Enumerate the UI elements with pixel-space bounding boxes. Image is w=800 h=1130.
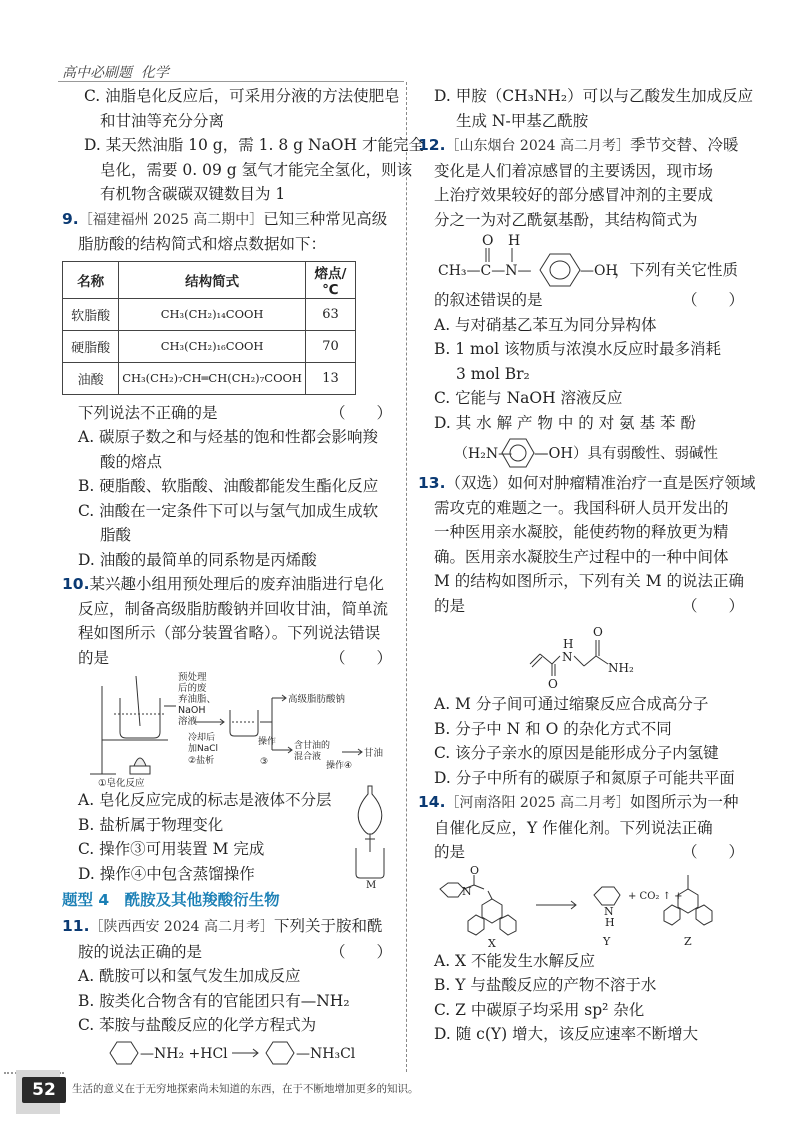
table-cell-formula: CH₃(CH₂)₁₆COOH [119, 330, 306, 362]
q12-stem-part1: 季节交替、冷暖 [630, 136, 739, 154]
table-cell-mp: 63 [305, 298, 355, 330]
q13-stem-line4: 确。医用亲水凝胶生产过程中的一种中间体 [434, 547, 729, 566]
q11-stem-part2: 胺的说法正确的是 [78, 942, 203, 961]
x-fluorene-ring-center [482, 899, 502, 923]
q9-option-c-line1: C. 油酸在一定条件下可以与氢气加成生成软 [78, 501, 379, 520]
q14-option-a: A. X 不能发生水解反应 [434, 951, 596, 970]
q14-stem-part3: 的是 [434, 843, 466, 861]
q13-answer-blank: （ ） [681, 596, 744, 615]
q14-stem-part1: 如图所示为一种 [630, 793, 739, 811]
q9-stem-line1 [62, 207, 396, 233]
q10-stem-line3: 程如图所示（部分装置省略）。下列说法错误 [78, 624, 381, 642]
compound-m-structure [418, 618, 748, 692]
q9-ask-text: 下列说法不正确的是 [78, 403, 218, 422]
table-cell-formula: CH₃(CH₂)₇CH═CH(CH₂)₇COOH [119, 362, 306, 394]
header-rule [58, 81, 404, 82]
q8-option-d-line3: 有机物含碳碳双键数目为 1 [100, 185, 286, 203]
z-fluorene-ring-left [664, 905, 680, 925]
page-header [62, 62, 169, 82]
q10-answer-blank: （ ） [329, 648, 392, 667]
receiving-beaker [356, 848, 384, 878]
label-mix-1: 含甘油的 [294, 741, 331, 751]
header-subject: 化学 [140, 65, 169, 81]
q9-option-a-line2: 酸的熔点 [100, 452, 163, 471]
equation-right-text: —NH₃Cl [296, 1045, 356, 1062]
chain-bond-3 [574, 656, 584, 666]
q13-option-b: B. 分子中 N 和 O 的杂化方式不同 [434, 719, 672, 738]
topic-4-heading: 题型 4 酰胺及其他羧酸衍生物 [62, 891, 280, 909]
label-pretreated-2: 后的废 [178, 683, 207, 694]
q8-option-c-line1: C. 油脂皂化反应后，可采用分液的方法使肥皂 [84, 87, 400, 105]
left-column [62, 84, 424, 1068]
label-op3-1: 操作 [258, 737, 277, 747]
table-header-mp: 熔点/℃ [305, 261, 355, 298]
q13-option-d: D. 分子中所有的碳原子和氮原子可能共平面 [434, 768, 735, 787]
label-cooled-2: 加NaCl [188, 744, 219, 754]
x-ch2-bond [488, 891, 492, 899]
q11-option-a: A. 酰胺可以和氢气发生加成反应 [78, 967, 301, 985]
struct-h-label: H [508, 233, 521, 249]
scheme-plus-co2: + CO₂ ↑ + [628, 890, 683, 902]
aromatic-circle [510, 445, 526, 461]
table-row [63, 362, 356, 394]
x-n-label: N [462, 884, 472, 898]
footer-quote: 生活的意义在于无穷地探索尚未知道的东西，在于不断地增加更多的知识。 [72, 1083, 419, 1095]
q12-ask-text: 的叙述错误的是 [434, 291, 543, 309]
table-cell-name: 软脂酸 [63, 298, 119, 330]
benzene-ring-right [266, 1042, 294, 1064]
q14-number: 14. [418, 793, 446, 811]
q10-stem-line2: 反应，制备高级脂肪酸钠并回收甘油，简单流 [78, 599, 389, 618]
device-m-label: M [366, 880, 377, 891]
label-pretreated-3: 弃油脂、 [178, 694, 217, 705]
table-cell-formula: CH₃(CH₂)₁₄COOH [119, 298, 306, 330]
table-header-name: 名称 [63, 261, 119, 298]
q11-source: ［陕西西安 2024 高二月考］ [89, 919, 274, 935]
vinyl-bond-1 [530, 654, 540, 664]
q14-option-d: D. 随 c(Y) 增大，该反应速率不断增大 [434, 1025, 699, 1043]
q10-option-b: B. 盐析属于物理变化 [78, 815, 224, 834]
q12-stem-line3: 上治疗效果较好的部分感冒冲剂的主要成 [434, 186, 714, 204]
q12-after-struct: ，下列有关它性质 [614, 261, 739, 279]
q9-option-a-line1: A. 碳原子数之和与烃基的饱和性都会影响羧 [78, 428, 379, 446]
q13-stem-line1 [418, 471, 756, 496]
saponification-flow-diagram [76, 670, 384, 789]
label-y: Y [603, 934, 611, 948]
q9-option-b: B. 硬脂酸、软脂酸、油酸都能发生酯化反应 [78, 477, 379, 495]
x-piperidine-ring [440, 883, 464, 897]
funnel-body [358, 786, 382, 834]
q11-option-b: B. 胺类化合物含有的官能团只有—NH₂ [78, 991, 350, 1010]
q14-option-c: C. Z 中碳原子均采用 sp² 杂化 [434, 1000, 645, 1019]
q12-stem-line1 [418, 133, 748, 159]
q9-stem-part1: 已知三种常见高级 [263, 209, 388, 228]
q9-source: ［福建福州 2025 高二期中］ [78, 211, 264, 228]
label-salting: ②盐析 [188, 756, 215, 766]
q13-option-a: A. M 分子间可通过缩聚反应合成高分子 [434, 695, 709, 713]
label-mix-2: 混合液 [294, 752, 322, 762]
q14-stem-line3 [418, 840, 748, 865]
x-ester-bond [474, 885, 484, 889]
q8-option-d-line1: D. 某天然油脂 10 g，需 1. 8 g NaOH 才能完全 [84, 136, 424, 154]
q11-option-c: C. 苯胺与盐酸反应的化学方程式为 [78, 1016, 317, 1034]
x-fluorene-ring-right [500, 915, 516, 935]
table-cell-mp: 13 [305, 362, 355, 394]
label-pretreated-4: NaOH [178, 705, 206, 716]
q11-option-d-line2: 生成 N-甲基乙酰胺 [456, 111, 589, 130]
label-step1: ①皂化反应 [98, 778, 145, 789]
table-cell-name: 硬脂酸 [63, 330, 119, 362]
q9-ask [62, 401, 396, 426]
q13-option-c: C. 该分子亲水的原因是能形成分子内氢键 [434, 744, 719, 762]
label-glycerol: 甘油 [364, 748, 384, 759]
label-x: X [488, 936, 496, 950]
table-header-row [63, 261, 356, 298]
q12-answer-blank: （ ） [681, 291, 744, 309]
label-op4: 操作④ [326, 761, 353, 771]
x-o-label: O [470, 863, 480, 877]
benzene-ring [540, 254, 580, 286]
struct-ch3-chain: CH₃—C—N— [438, 263, 532, 279]
y-h-label: H [605, 915, 615, 929]
q10-options [62, 788, 396, 891]
q9-option-d: D. 油酸的最简单的同系物是丙烯酸 [78, 550, 317, 569]
x-fluorene-ring-left [468, 915, 484, 935]
q14-stem-line2: 自催化反应，Y 作催化剂。下列说法正确 [434, 818, 713, 837]
q13-stem-line5: M 的结构如图所示，下列有关 M 的说法正确 [434, 572, 745, 590]
q14-stem-line1 [418, 790, 748, 816]
column-divider [406, 82, 407, 1072]
page-number: 52 [22, 1077, 66, 1103]
aniline-hcl-equation [96, 1038, 396, 1068]
q12-option-b-line2: 3 mol Br₂ [456, 364, 530, 383]
q12-source: ［山东烟台 2024 高二月考］ [445, 138, 630, 154]
aminophenol-left: （H₂N— [454, 446, 513, 462]
table-row [63, 330, 356, 362]
q10-stem-line4 [62, 646, 396, 671]
q13-number: 13. [418, 474, 446, 492]
aminophenol-structure [418, 435, 748, 471]
table-cell-mp: 70 [305, 330, 355, 362]
vinyl-bond-2 [532, 657, 542, 667]
label-pretreated-5: 溶液 [178, 716, 198, 727]
q9-stem-line2: 脂肪酸的结构简式和熔点数据如下： [78, 235, 327, 253]
struct-o-label: O [482, 233, 494, 249]
salting-beaker [230, 710, 258, 736]
chain-bond-2 [552, 656, 560, 664]
q14-source: ［河南洛阳 2025 高二月考］ [445, 795, 630, 811]
q11-stem-line2 [62, 940, 396, 965]
q14-answer-blank: （ ） [681, 843, 744, 861]
label-product-sodium-salt: 高级脂肪酸钠 [288, 694, 346, 705]
q14-option-b: B. Y 与盐酸反应的产物不溶于水 [434, 976, 657, 994]
table-cell-name: 油酸 [63, 362, 119, 394]
q13-stem-line6 [418, 594, 748, 619]
q11-option-d-line1: D. 甲胺（CH₃NH₂）可以与乙酸发生加成反应 [434, 87, 754, 105]
y-n-label: N [604, 904, 614, 918]
q11-number: 11. [62, 917, 90, 935]
chain-bond-1 [540, 654, 552, 664]
q11-stem-part1: 下列关于胺和酰 [274, 917, 383, 935]
q8-option-d-line2: 皂化，需要 0. 09 g 氢气才能完全氢化，则该 [100, 160, 413, 179]
struct-oh-label: —OH [580, 263, 618, 279]
chain-bond-5 [596, 656, 608, 664]
q13-stem-part6: 的是 [434, 596, 466, 615]
label-op3-2: ③ [260, 757, 269, 767]
q12-option-a: A. 与对硝基乙苯互为同分异构体 [434, 315, 657, 334]
q12-ask [418, 288, 748, 313]
q13-stem-line2: 需攻克的难题之一。我国科研人员开发出的 [434, 498, 729, 517]
q13-stem-line3: 一种医用亲水凝胶，能使药物的释放更为精 [434, 523, 729, 541]
equation-left-text: —NH₂ +HCl [140, 1045, 228, 1062]
q13-stem-part1: （双选）如何对肿瘤精准治疗一直是医疗领域 [445, 474, 756, 492]
m-o1-label: O [548, 677, 558, 691]
m-o2-label: O [593, 625, 603, 639]
q10-option-d: D. 操作④中包含蒸馏操作 [78, 864, 255, 883]
m-nh2-label: NH₂ [608, 661, 634, 675]
q10-stem-part4: 的是 [78, 648, 110, 667]
separatory-funnel-device-m [350, 784, 390, 891]
label-z: Z [684, 934, 692, 948]
z-fluorene-ring-right [696, 905, 712, 925]
autocatalytic-reaction-scheme [418, 865, 748, 949]
q12-option-c: C. 它能与 NaOH 溶液反应 [434, 389, 623, 407]
acetaminophen-structure [418, 232, 748, 288]
alcohol-lamp [130, 766, 150, 774]
q11-answer-blank: （ ） [329, 942, 392, 961]
fatty-acid-table [62, 261, 356, 395]
q10-option-a: A. 皂化反应完成的标志是液体不分层 [78, 791, 332, 809]
stirring-rod [136, 676, 140, 726]
q10-stem-line1 [62, 572, 396, 597]
label-pretreated-1: 预处理 [178, 672, 207, 683]
m-n-label: N [562, 650, 573, 664]
q12-stem-line4: 分之一为对乙酰氨基酚，其结构简式为 [434, 210, 698, 229]
q9-number: 9. [62, 209, 79, 228]
q12-option-b-line1: B. 1 mol 该物质与浓溴水反应时最多消耗 [434, 340, 721, 358]
alcohol-lamp-flame [134, 758, 146, 766]
q12-option-d-line1: D. 其 水 解 产 物 中 的 对 氨 基 苯 酚 [434, 413, 696, 432]
benzene-ring-left [110, 1042, 138, 1064]
chain-bond-4 [584, 656, 596, 666]
q12-stem-line2: 变化是人们着凉感冒的主要诱因，现市场 [434, 161, 714, 180]
header-book: 高中必刷题 [62, 65, 132, 81]
y-piperidine-ring [594, 887, 620, 905]
table-header-formula: 结构简式 [119, 261, 306, 298]
q9-answer-blank: （ ） [329, 403, 392, 422]
q9-option-c-line2: 脂酸 [100, 526, 132, 544]
aminophenol-right: —OH）具有弱酸性、弱碱性 [534, 446, 719, 462]
table-row [63, 298, 356, 330]
q12-number: 12. [418, 136, 446, 154]
q10-number: 10. [62, 575, 90, 593]
m-h-label: H [563, 637, 574, 651]
label-cooled-1: 冷却后 [188, 733, 216, 743]
q11-stem-line1 [62, 914, 396, 940]
q8-option-c-line2: 和甘油等充分分离 [100, 111, 225, 130]
q10-stem-part1: 某兴趣小组用预处理后的废弃油脂进行皂化 [89, 575, 384, 593]
aromatic-circle [550, 261, 570, 279]
q10-option-c: C. 操作③可用装置 M 完成 [78, 840, 265, 858]
right-column [418, 84, 756, 1047]
reaction-beaker [120, 698, 160, 738]
